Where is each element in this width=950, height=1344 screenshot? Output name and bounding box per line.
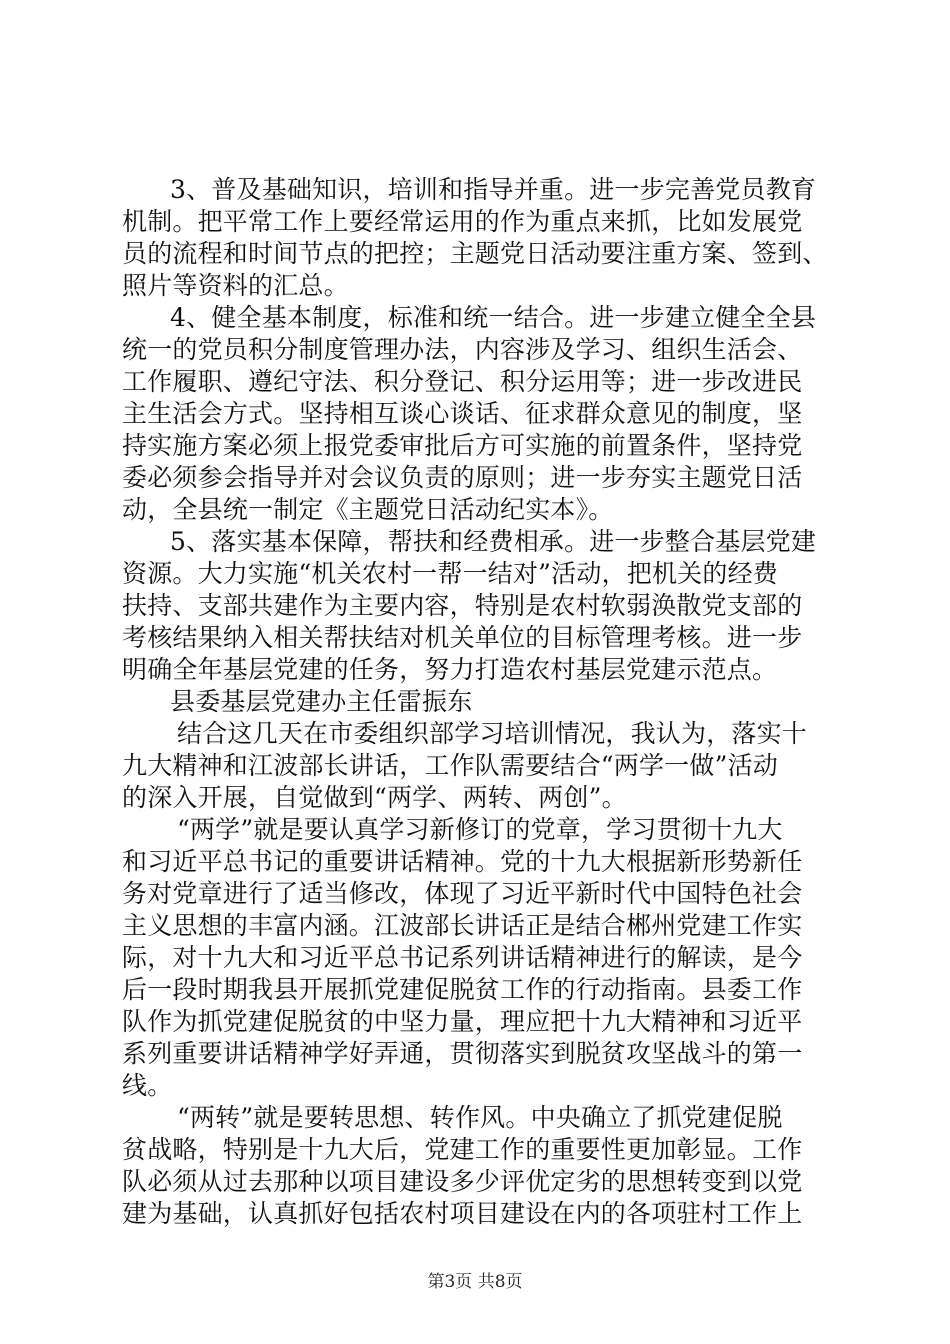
speaker-heading: 县委基层党建办主任雷振东: [170, 687, 473, 716]
paragraph-line: 主义思想的丰富内涵。江波部长讲话正是结合郴州党建工作实: [122, 911, 803, 940]
paragraph-line: 线。: [122, 1071, 173, 1100]
paragraph-line: 九大精神和江波部长讲话，工作队需要结合“两学一做”活动: [122, 751, 778, 780]
paragraph-line: 后一段时期我县开展抓党建促脱贫工作的行动指南。县委工作: [122, 975, 803, 1004]
paragraph-line: 务对党章进行了适当修改，体现了习近平新时代中国特色社会: [122, 879, 803, 908]
paragraph-line: 建为基础，认真抓好包括农村项目建设在内的各项驻村工作上: [122, 1199, 803, 1228]
paragraph-line: “两学”就是要认真学习新修订的党章，学习贯彻十九大: [177, 815, 783, 844]
paragraph-line: 4、健全基本制度，标准和统一结合。进一步建立健全全县: [170, 303, 817, 332]
paragraph-line: 贫战略，特别是十九大后，党建工作的重要性更加彰显。工作: [122, 1135, 803, 1164]
paragraph-line: 明确全年基层党建的任务，努力打造农村基层党建示范点。: [122, 655, 778, 684]
paragraph-line: 系列重要讲话精神学好弄通，贯彻落实到脱贫攻坚战斗的第一: [122, 1039, 803, 1068]
paragraph-line: 结合这几天在市委组织部学习培训情况，我认为，落实十: [177, 719, 808, 748]
paragraph-line: 3、普及基础知识，培训和指导并重。进一步完善党员教育: [170, 175, 817, 204]
paragraph-line: 和习近平总书记的重要讲话精神。党的十九大根据新形势新任: [122, 847, 803, 876]
paragraph-line: 际，对十九大和习近平总书记系列讲话精神进行的解读，是今: [122, 943, 803, 972]
document-body: [122, 174, 830, 1230]
paragraph-line: 队必须从过去那种以项目建设多少评优定劣的思想转变到以党: [122, 1167, 803, 1196]
paragraph-line: 工作履职、遵纪守法、积分登记、积分运用等；进一步改进民: [122, 367, 803, 396]
paragraph-line: 动，全县统一制定《主题党日活动纪实本》。: [122, 495, 614, 524]
paragraph-line: 5、落实基本保障，帮扶和经费相承。进一步整合基层党建: [170, 527, 817, 556]
paragraph-line: 的深入开展，自觉做到“两学、两转、两创”。: [122, 783, 627, 812]
paragraph-line: 持实施方案必须上报党委审批后方可实施的前置条件，坚持党: [122, 431, 803, 460]
paragraph-line: 委必须参会指导并对会议负责的原则；进一步夯实主题党日活: [122, 463, 803, 492]
paragraph-line: 队作为抓党建促脱贫的中坚力量，理应把十九大精神和习近平: [122, 1007, 803, 1036]
paragraph-line: 照片等资料的汇总。: [122, 271, 349, 300]
paragraph-line: 统一的党员积分制度管理办法，内容涉及学习、组织生活会、: [122, 335, 803, 364]
paragraph-line: 考核结果纳入相关帮扶结对机关单位的目标管理考核。进一步: [122, 623, 803, 652]
paragraph-line: 主生活会方式。坚持相互谈心谈话、征求群众意见的制度，坚: [122, 399, 803, 428]
paragraph-line: 资源。大力实施“机关农村一帮一结对”活动，把机关的经费: [122, 559, 778, 588]
paragraph-line: 扶持、支部共建作为主要内容，特别是农村软弱涣散党支部的: [122, 591, 803, 620]
paragraph-line: 机制。把平常工作上要经常运用的作为重点来抓，比如发展党: [122, 207, 803, 236]
paragraph-line: “两转”就是要转思想、转作风。中央确立了抓党建促脱: [177, 1103, 783, 1132]
paragraph-line: 员的流程和时间节点的把控；主题党日活动要注重方案、签到、: [122, 239, 828, 268]
page-number-footer: 第3页 共8页: [427, 1272, 523, 1292]
